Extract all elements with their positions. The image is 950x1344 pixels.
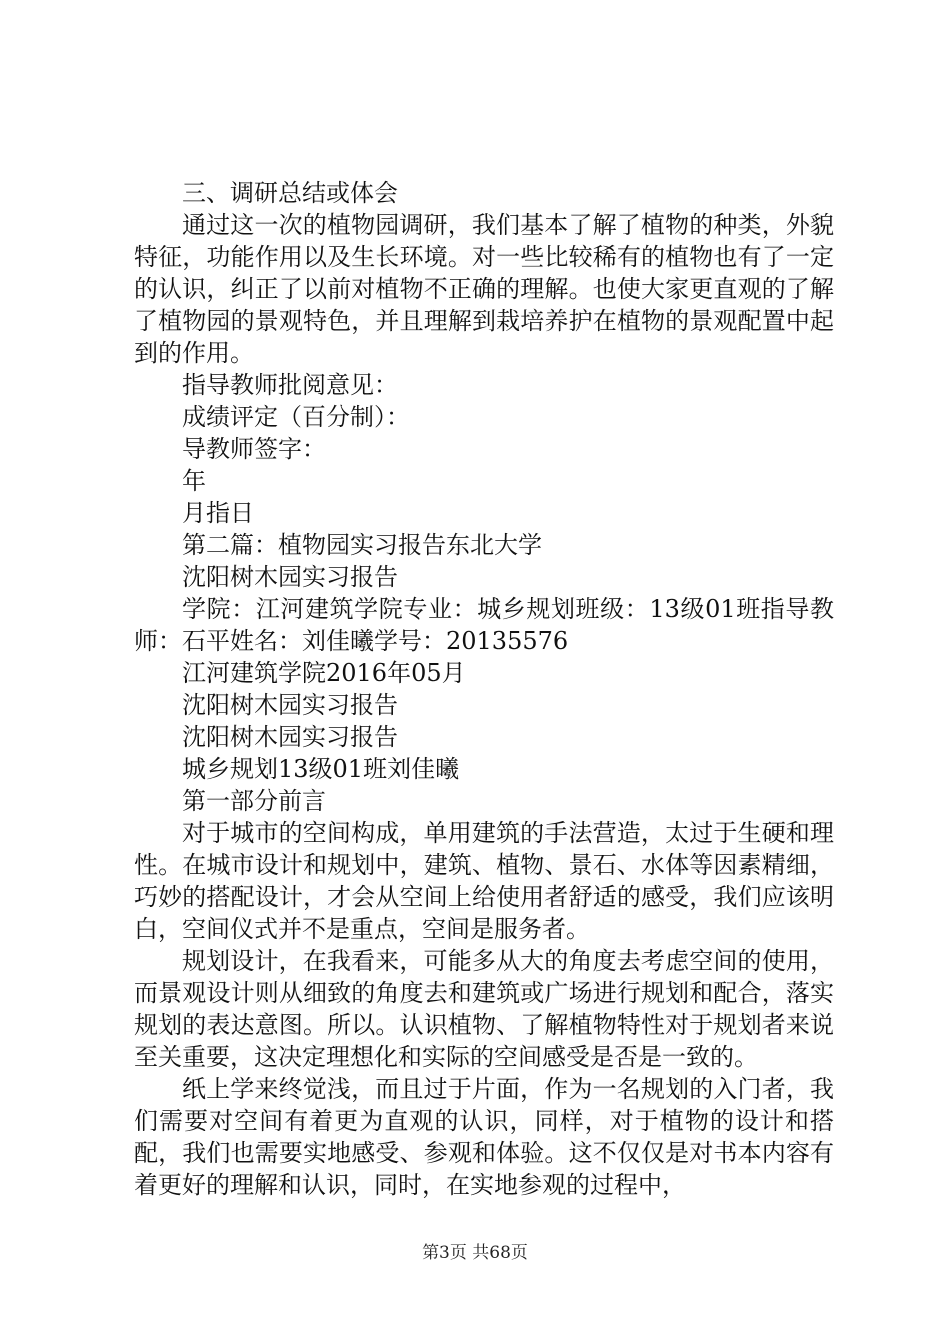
- author-line: 城乡规划13级01班刘佳曦: [182, 755, 460, 783]
- report-title: 沈阳树木园实习报告: [182, 563, 398, 591]
- page-number-footer: 第3页 共68页: [422, 1243, 528, 1263]
- body-paragraph: 通过这一次的植物园调研，我们基本了解了植物的种类，外貌特征，功能作用以及生长环境。对一些比较稀有的植物也有了一定的认识，纠正了以前对植物不正确的理解。也使大家更直观的了解了植物园的景观特色，并且理解到栽培养护在植物的景观配置中起到的作用。: [134, 211, 834, 367]
- signature-label: 导教师签字：: [182, 435, 326, 463]
- section-heading: 三、调研总结或体会: [182, 179, 398, 207]
- part-heading: 第一部分前言: [182, 787, 326, 815]
- author-info: 学院：江河建筑学院专业：城乡规划班级：13级01班指导教师：石平姓名：刘佳曦学号：20135576: [134, 595, 834, 655]
- month-day-label: 月指日: [182, 499, 254, 527]
- chapter-title: 第二篇：植物园实习报告东北大学: [182, 531, 542, 559]
- grade-label: 成绩评定（百分制）：: [182, 403, 410, 431]
- body-paragraph: 纸上学来终觉浅，而且过于片面，作为一名规划的入门者，我们需要对空间有着更为直观的认识，同样，对于植物的设计和搭配，我们也需要实地感受、参观和体验。这不仅仅是对书本内容有着更好的理解和认识，同时，在实地参观的过程中，: [134, 1075, 834, 1199]
- body-paragraph: 对于城市的空间构成，单用建筑的手法营造，太过于生硬和理性。在城市设计和规划中，建筑、植物、景石、水体等因素精细，巧妙的搭配设计，才会从空间上给使用者舒适的感受，我们应该明白，空间仪式并不是重点，空间是服务者。: [134, 819, 834, 943]
- year-label: 年: [182, 467, 206, 495]
- report-date: 江河建筑学院2016年05月: [182, 659, 466, 687]
- document-body: [134, 177, 834, 1201]
- report-title-repeat: 沈阳树木园实习报告: [182, 691, 398, 719]
- body-paragraph: 规划设计，在我看来，可能多从大的角度去考虑空间的使用，而景观设计则从细致的角度去和建筑或广场进行规划和配合，落实规划的表达意图。所以。认识植物、了解植物特性对于规划者来说至关重要，这决定理想化和实际的空间感受是否是一致的。: [134, 947, 834, 1071]
- report-title-repeat: 沈阳树木园实习报告: [182, 723, 398, 751]
- teacher-comment-label: 指导教师批阅意见：: [182, 371, 398, 399]
